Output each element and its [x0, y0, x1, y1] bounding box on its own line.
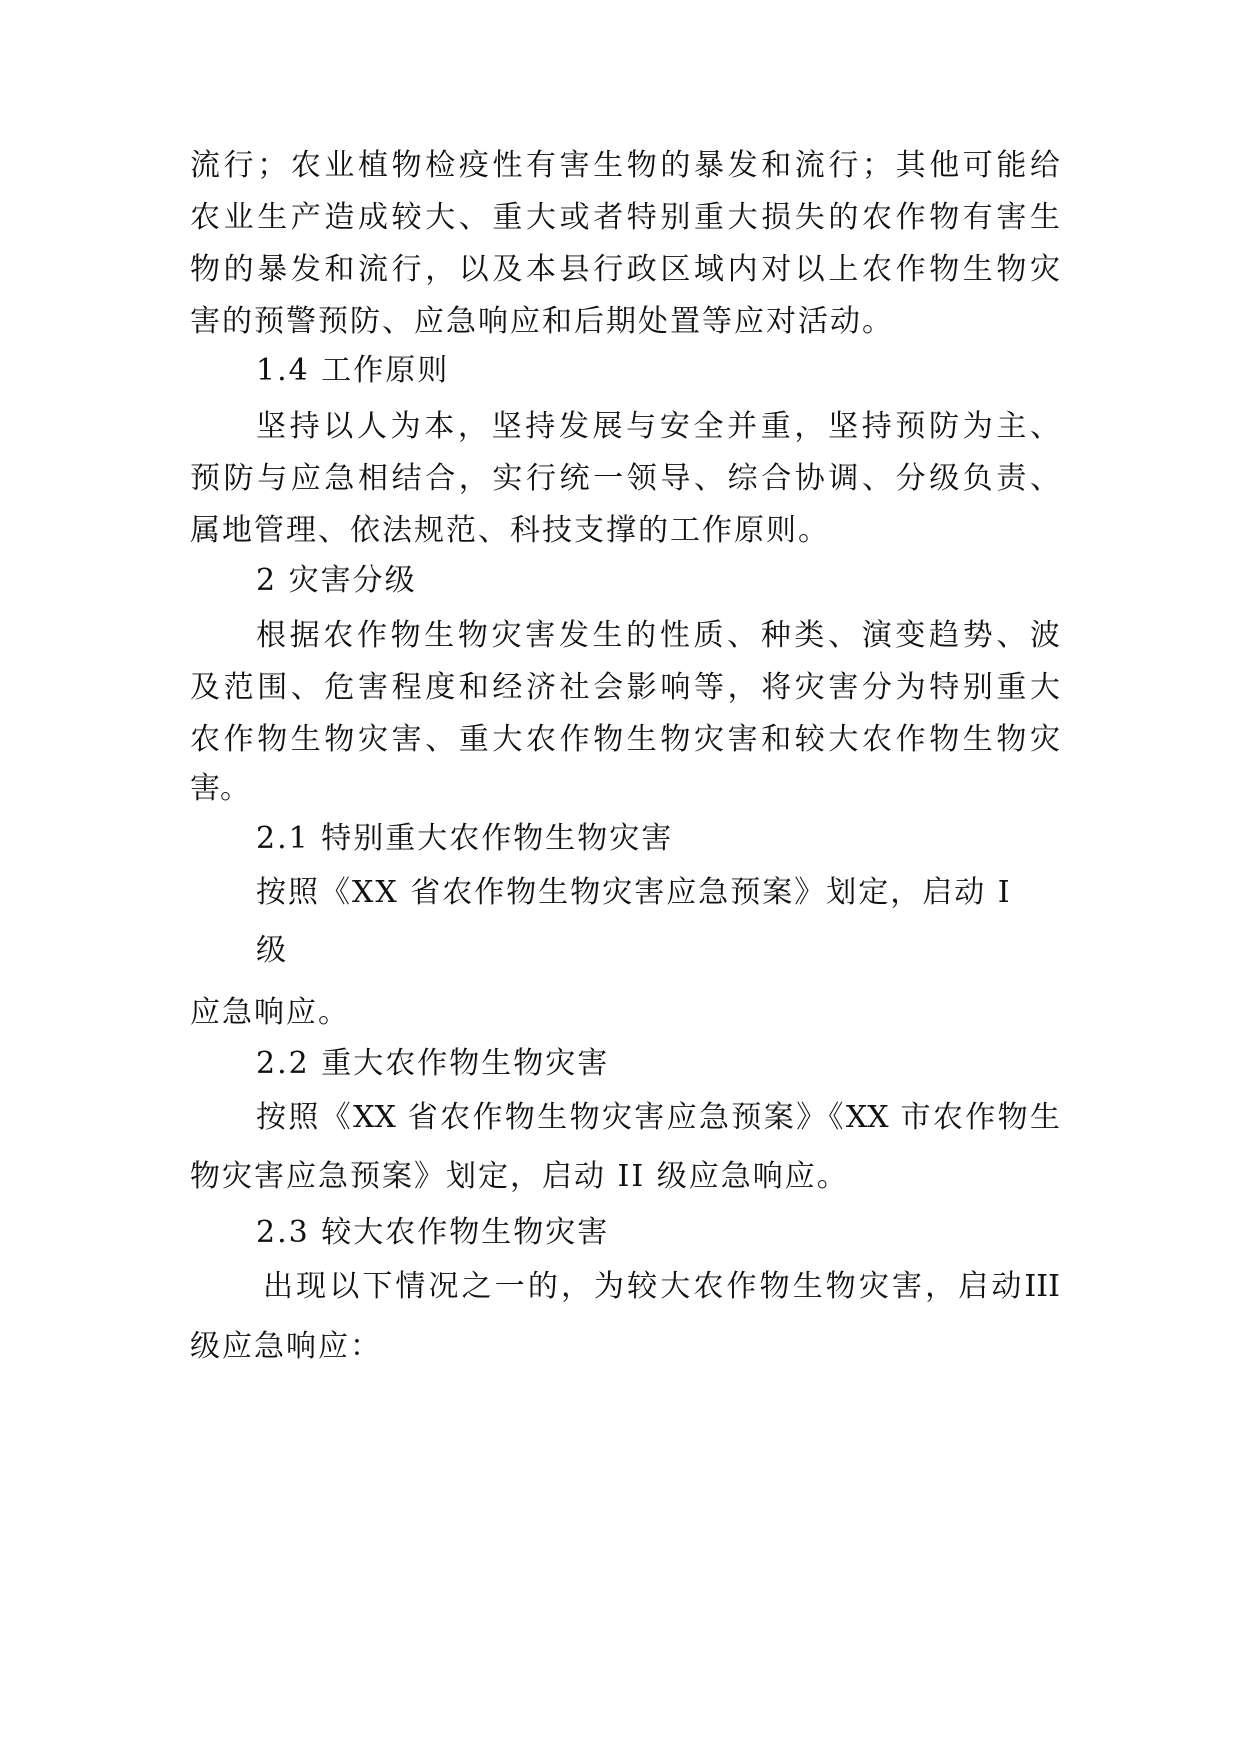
body-text-line: 农作物生物灾害、重大农作物生物灾害和较大农作物生物灾	[190, 722, 1060, 757]
body-text-line: 物灾害应急预案》划定，启动 II 级应急响应。	[190, 1159, 849, 1194]
body-text-line: 应急响应。	[190, 995, 350, 1030]
body-text-line: 根据农作物生物灾害发生的性质、种类、演变趋势、波	[256, 618, 1060, 653]
body-text-line: 害。	[190, 771, 250, 806]
section-heading-2: 2 灾害分级	[256, 563, 417, 598]
body-text-line: 级	[256, 933, 286, 968]
body-text-line: 流行；农业植物检疫性有害生物的暴发和流行；其他可能给	[190, 148, 1060, 183]
body-text-line: 农业生产造成较大、重大或者特别重大损失的农作物有害生	[190, 200, 1060, 235]
body-text-line: 出现以下情况之一的，为较大农作物生物灾害，启动III	[263, 1269, 1060, 1304]
body-text-line: 按照《XX 省农作物生物灾害应急预案》《XX 市农作物生	[256, 1100, 1060, 1135]
section-heading-2-2: 2.2 重大农作物生物灾害	[256, 1046, 610, 1081]
body-text-line: 属地管理、依法规范、科技支撑的工作原则。	[190, 513, 830, 548]
body-text-line: 及范围、危害程度和经济社会影响等，将灾害分为特别重大	[190, 670, 1060, 705]
body-text-line: 物的暴发和流行，以及本县行政区域内对以上农作物生物灾	[190, 252, 1060, 287]
body-text-line: 按照《XX 省农作物生物灾害应急预案》划定，启动 I	[256, 875, 1012, 910]
body-text-line: 预防与应急相结合，实行统一领导、综合协调、分级负责、	[190, 461, 1060, 496]
body-text-line: 害的预警预防、应急响应和后期处置等应对活动。	[190, 304, 894, 339]
section-heading-2-1: 2.1 特别重大农作物生物灾害	[256, 821, 674, 856]
section-heading-1-4: 1.4 工作原则	[256, 353, 450, 388]
body-text-line: 级应急响应：	[190, 1329, 382, 1364]
section-heading-2-3: 2.3 较大农作物生物灾害	[256, 1215, 610, 1250]
body-text-line: 坚持以人为本，坚持发展与安全并重，坚持预防为主、	[256, 409, 1060, 444]
